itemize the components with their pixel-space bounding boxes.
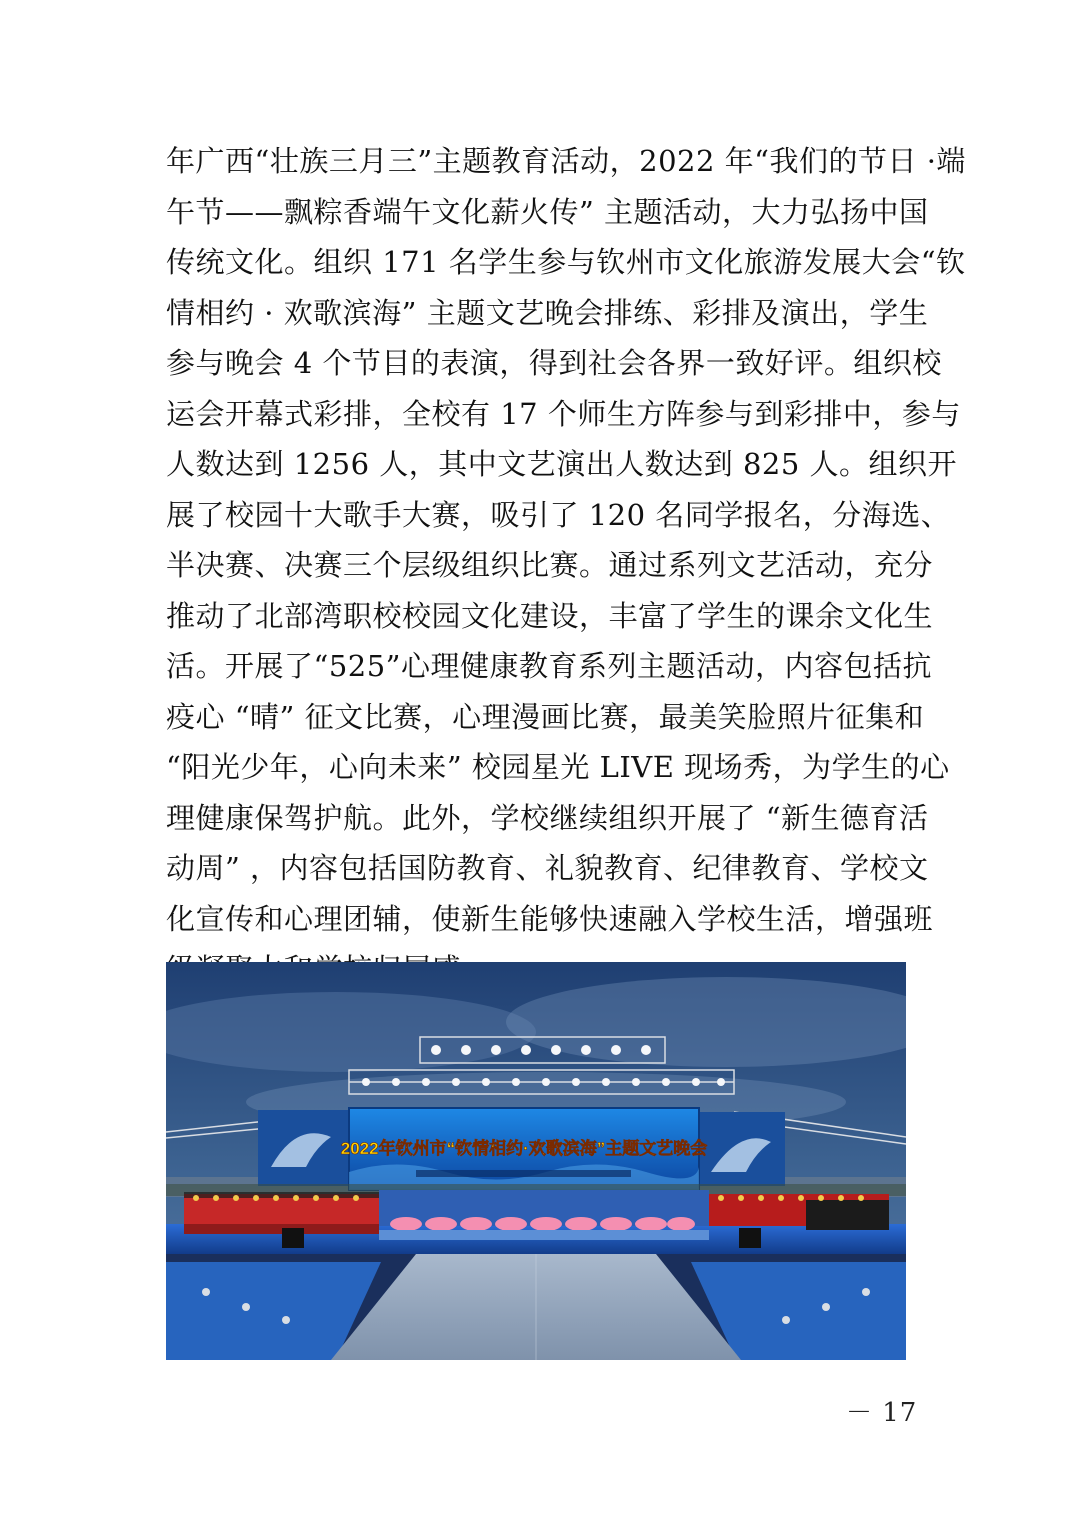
paragraph-line: “阳光少年，心向未来” 校园星光 LIVE 现场秀，为学生的心 <box>166 750 950 784</box>
paragraph-line: 人数达到 1256 人，其中文艺演出人数达到 825 人。组织开 <box>166 447 958 481</box>
paragraph-line: 推动了北部湾职校校园文化建设，丰富了学生的课余文化生 <box>166 598 934 633</box>
paragraph-line: 午节——飘粽香端午文化薪火传” 主题活动，大力弘扬中国 <box>166 194 929 229</box>
paragraph-line: 活。开展了“525”心理健康教育系列主题活动，内容包括抗 <box>166 649 933 683</box>
paragraph-line: 动周” ，内容包括国防教育、礼貌教育、纪律教育、学校文 <box>166 851 929 885</box>
speaker-left <box>282 1228 304 1248</box>
paragraph-line: 理健康保驾护航。此外，学校继续组织开展了 “新生德育活 <box>166 800 929 835</box>
stage-banner <box>341 1108 707 1190</box>
left-dolphin-panel <box>258 1110 350 1186</box>
paragraph-line: 传统文化。组织 171 名学生参与钦州市文化旅游发展大会“钦 <box>166 245 966 279</box>
paragraph-line: 半决赛、决赛三个层级组织比赛。通过系列文艺活动，充分 <box>166 548 934 582</box>
paragraph-line: 运会开幕式彩排，全校有 17 个师生方阵参与到彩排中，参与 <box>166 396 961 431</box>
paragraph-line: 情相约 · 欢歌滨海” 主题文艺晚会排练、彩排及演出，学生 <box>166 295 929 330</box>
paragraph-line: 疫心 “晴” 征文比赛，心理漫画比赛，最美笑脸照片征集和 <box>166 699 925 734</box>
event-stage-photo <box>166 962 906 1360</box>
body-paragraph <box>166 136 966 995</box>
paragraph-line: 展了校园十大歌手大赛，吸引了 120 名同学报名，分海选、 <box>166 497 951 532</box>
paragraph-line: 参与晚会 4 个节目的表演，得到社会各界一致好评。组织校 <box>166 346 942 380</box>
speaker-right <box>739 1228 761 1248</box>
page-number: － 17 <box>846 1398 918 1428</box>
paragraph-line: 年广西“壮族三月三”主题教育活动，2022 年“我们的节日 ·端 <box>166 144 966 178</box>
paragraph-line: 化宣传和心理团辅，使新生能够快速融入学校生活，增强班 <box>166 901 934 936</box>
right-dolphin-panel <box>699 1112 785 1186</box>
banner-title: 2022年钦州市“钦情相约·欢歌滨海”主题文艺晚会 <box>340 1139 708 1158</box>
